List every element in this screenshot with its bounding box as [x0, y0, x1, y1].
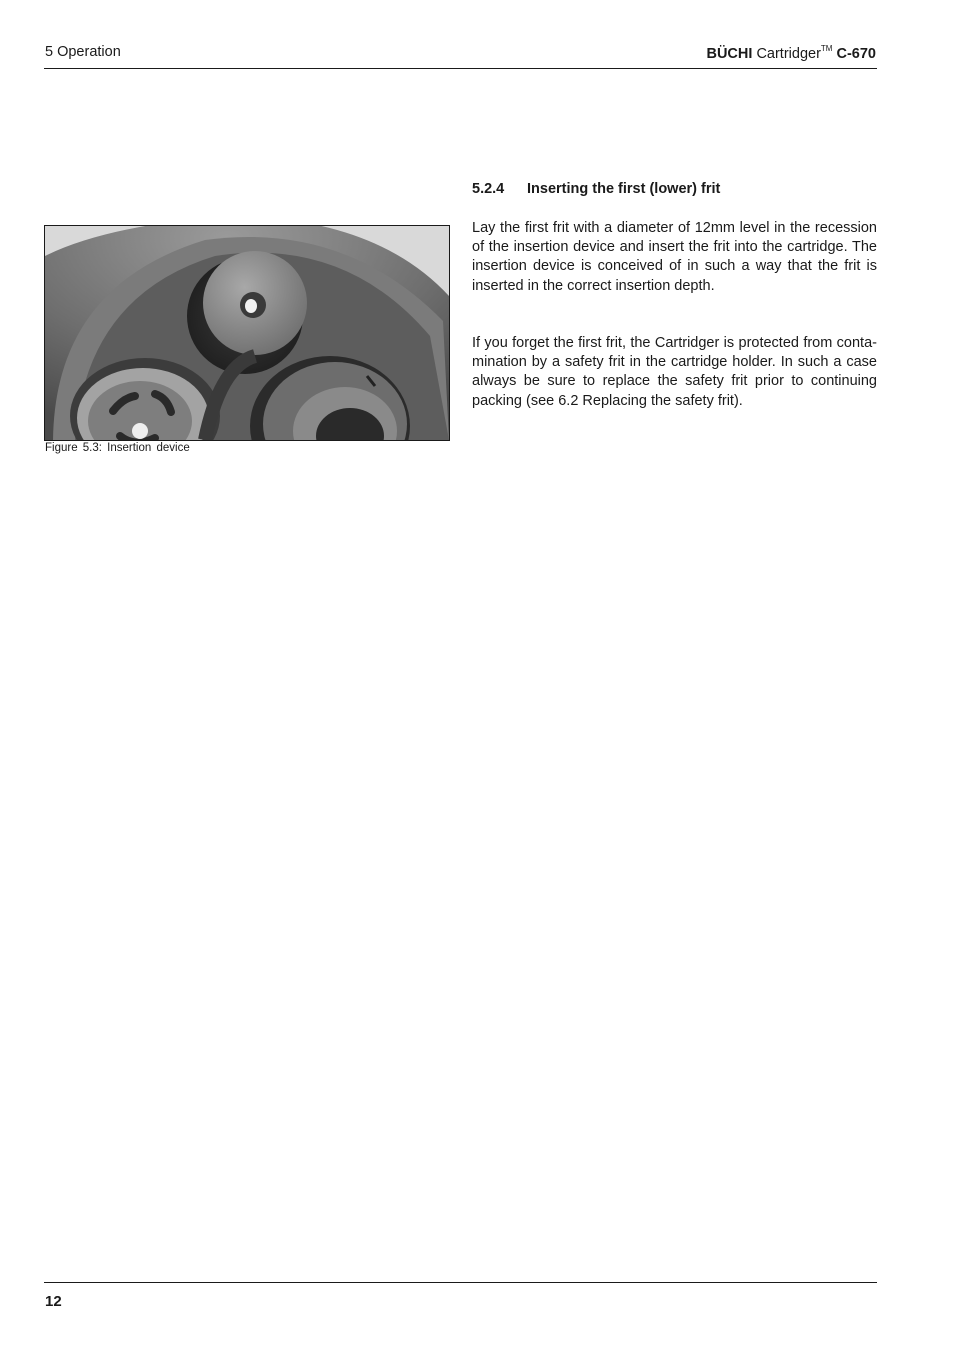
- model-name: C-670: [836, 45, 876, 62]
- header-rule: [44, 68, 877, 69]
- body-paragraph: Lay the first frit with a diameter of 12mm level in the recession of the insertion device and insert the frit into the cartridge. The insertion device is conceived of in such a way that the frit is inserted in the correct insertion depth.: [472, 220, 877, 294]
- insertion-device-photo: [45, 226, 449, 440]
- brand-name: BÜCHI: [706, 45, 753, 62]
- footer-rule: [44, 1282, 877, 1283]
- body-paragraph: If you forget the first frit, the Cartridger is protected from contamination by a safety frit in the cartridge holder. In such a case always be sure to replace the safety frit prior to continuing packing (see 6.2 Replacing the safety frit).: [472, 335, 877, 409]
- page-number: 12: [45, 1293, 62, 1310]
- running-header-product: [706, 45, 876, 62]
- section-number: 5.2.4: [472, 181, 505, 197]
- section-title: Inserting the first (lower) frit: [527, 181, 721, 197]
- running-header-section: 5 Operation: [45, 44, 121, 60]
- figure-caption: Figure 5.3: Insertion device: [45, 442, 190, 454]
- section-heading: [472, 181, 720, 197]
- trademark-mark: TM: [820, 44, 833, 53]
- figure-photo: [44, 225, 450, 441]
- product-name: Cartridger: [756, 45, 821, 62]
